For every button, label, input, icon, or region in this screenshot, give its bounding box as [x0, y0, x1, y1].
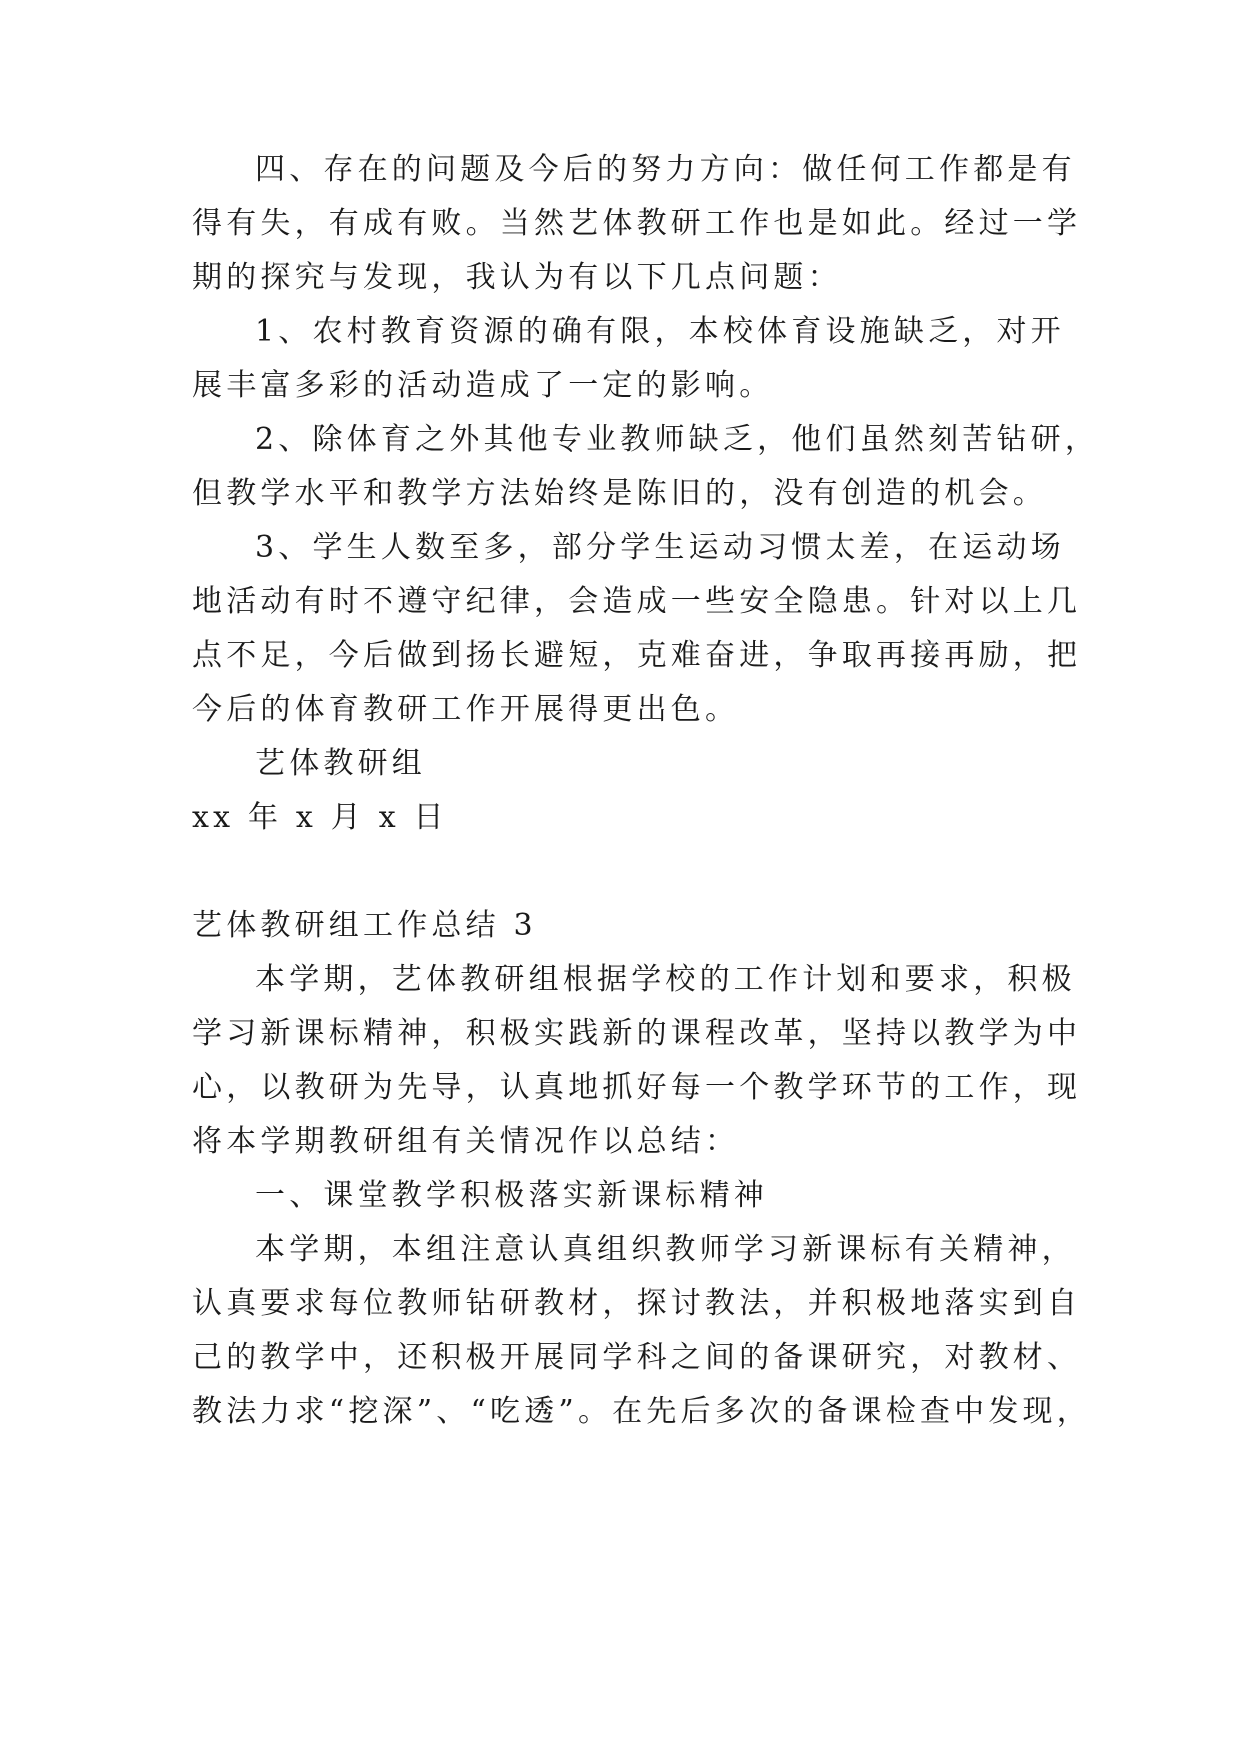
paragraph-line: 学习新课标精神，积极实践新的课程改革，坚持以教学为中 — [192, 1016, 1082, 1051]
paragraph-line: 得有失，有成有败。当然艺体教研工作也是如此。经过一学 — [192, 206, 1082, 241]
signature-date: xx 年 x 月 x 日 — [192, 800, 448, 835]
paragraph-line: 点不足，今后做到扬长避短，克难奋进，争取再接再励，把 — [192, 638, 1082, 673]
paragraph-line: 己的教学中，还积极开展同学科之间的备课研究，对教材、 — [192, 1340, 1082, 1375]
paragraph-line: 地活动有时不遵守纪律，会造成一些安全隐患。针对以上几 — [192, 584, 1082, 619]
paragraph-line: 教法力求“挖深”、“吃透”。在先后多次的备课检查中发现， — [192, 1394, 1091, 1429]
paragraph-line: 将本学期教研组有关情况作以总结： — [192, 1124, 740, 1159]
paragraph-line: 认真要求每位教师钻研教材，探讨教法，并积极地落实到自 — [192, 1286, 1082, 1321]
paragraph-line: 本学期，本组注意认真组织教师学习新课标有关精神， — [255, 1232, 1076, 1267]
paragraph-line: 四、存在的问题及今后的努力方向：做任何工作都是有 — [255, 152, 1076, 187]
paragraph-line: 本学期，艺体教研组根据学校的工作计划和要求，积极 — [255, 962, 1076, 997]
paragraph-line: 期的探究与发现，我认为有以下几点问题： — [192, 260, 842, 295]
signature-group: 艺体教研组 — [255, 746, 426, 781]
subsection-heading: 一、课堂教学积极落实新课标精神 — [255, 1178, 768, 1213]
paragraph-line: 3、学生人数至多，部分学生运动习惯太差，在运动场 — [255, 530, 1065, 565]
paragraph-line: 展丰富多彩的活动造成了一定的影响。 — [192, 368, 774, 403]
paragraph-line: 但教学水平和教学方法始终是陈旧的，没有创造的机会。 — [192, 476, 1047, 511]
paragraph-line: 1、农村教育资源的确有限，本校体育设施缺乏，对开 — [255, 314, 1065, 349]
section-title: 艺体教研组工作总结 3 — [192, 908, 537, 943]
paragraph-line: 今后的体育教研工作开展得更出色。 — [192, 692, 740, 727]
paragraph-line: 心，以教研为先导，认真地抓好每一个教学环节的工作，现 — [192, 1070, 1082, 1105]
paragraph-line: 2、除体育之外其他专业教师缺乏，他们虽然刻苦钻研， — [255, 422, 1100, 457]
